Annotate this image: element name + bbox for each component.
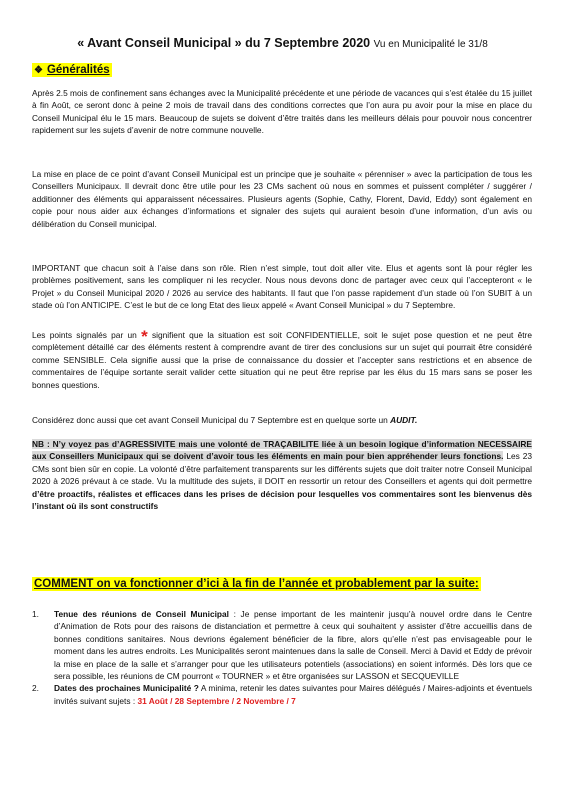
- list-item-text: : Je pense important de les maintenir jusqu’à nouvel ordre dans le Centre d’Animation de Rots pour des raisons de distanciation et permettre à ceux qui souhaitent y assister d’être accueillis dans de bonnes conditions sanitaires. Nous devrions également bénéficier de la fibre, alors qu’elle n’est pas envisageable pour le moment dans les autres endroits. Les Municipalités seront maintenues dans la salle de Conseil. Merci à David et Eddy de prévoir la mise en place de la salle et s’arranger pour que les utilisateurs potentiels (associations) en soient informés. Dès lors que ce sera possible, les réunions de CM pourront « TOURNER » et être organisées sur LASSON et SECQUEVILLE: [54, 609, 532, 682]
- paragraph-audit: [32, 414, 532, 426]
- paragraph-avant-conseil: La mise en place de ce point d’avant Conseil Municipal est un principe que je souhaite « pérenniser » avec la participation de tous les Conseillers Municipaux. Il devrait donc être utile pour les 23 CMs sachent où nous en sommes et puissent compléter / suggérer / additionner des éléments qui apparaissent nécessaires. Plusieurs agents (Sophie, Cathy, Florent, David, Eddy) sont également en copie pour nous aider aux échanges d’informations et signaler des sujets qui auraient besoin d’une information, d’un avis ou délibération du Conseil municipal.: [32, 169, 532, 229]
- paragraph-nb: [32, 438, 532, 512]
- paragraph-important: [32, 262, 532, 312]
- section-heading-comment: COMMENT on va fonctionner d’ici à la fin de l’année et probablement par la suite:: [34, 578, 479, 590]
- paragraph-important-end: . Il faut que l’on passe rapidement d’un stade où l’on SUBIT à un stade où l’on ANTICIPE. C’est le but de ce long Etat des lieux appelé « Avant Conseil Municipal » du 7 Septembre.: [32, 287, 532, 311]
- nb-text: Les 23 CMs sont bien sûr en copie. La volonté d’être parfaitement transparents sur les différents sujets que doit traiter notre Conseil Municipal 2020 à 2026 prévaut à ce stade. Vu la multitude des sujets, il DOIT en ressortir un retour des Conseillers et agents qui doit permettre: [32, 451, 532, 487]
- paragraph-important-main: IMPORTANT que chacun soit à l’aise dans son rôle. Rien n’est simple, tout doit aller vite. Elus et agents sont là pour régler les problèmes positivement, sans les compliquer ni les recycler. Nous nous devons donc de partager avec ceux qui l’accepteront « le Projet » du Conseil Municipal 2020 / 2026 au service des habitants: [32, 263, 532, 298]
- list-item-text: A minima, retenir les dates suivantes pour Maires délégués / Maires-adjoints et éventuels invités suivant sujets :: [54, 683, 532, 706]
- list-item-number: 2.: [32, 683, 39, 694]
- paragraph-confidential-rest: signifient que la situation est soit CONFIDENTIELLE, soit le sujet pose question et ne peut être complètement détaillé car des éléments restent à comprendre avant de tirer des conclusions sur un sujet qui pourrait être considéré comme SENSIBLE. Cela signifie aussi que la prise de connaissance du dossier et l’accepter sans restrictions et en absence de commentaires de l’équipe sortante serait valider cette situation qui ne peut être reprise par les élus du 15 mars sans se poser les bonnes questions.: [32, 330, 532, 390]
- page-title: [0, 36, 565, 50]
- title-note: Vu en Municipalité le 31/8: [373, 39, 488, 50]
- list-item: [32, 608, 532, 682]
- paragraph-audit-text: Considérez donc aussi que cet avant Conseil Municipal du 7 Septembre est en quelque sorte un: [32, 415, 388, 425]
- audit-word: AUDIT.: [390, 415, 418, 425]
- section-heading-text: Généralités: [46, 64, 110, 76]
- paragraph-confidential: [32, 329, 532, 391]
- title-main: « Avant Conseil Municipal » du 7 Septembre 2020: [77, 36, 371, 50]
- nb-highlight: NB : N’y voyez pas d’AGRESSIVITE mais une volonté de TRAÇABILITE liée à un besoin logique d’information NECESSAIRE aux Conseillers Municipaux qui se doivent d’avoir tous les éléments en main pour bien appréhender leurs fonctions.: [32, 439, 532, 462]
- list-item-title: Tenue des réunions de Conseil Municipal: [54, 609, 229, 619]
- nb-bold-end: d’être proactifs, réalistes et efficaces dans les prises de décision pour lesquelles vos commentaires sont les bienvenus dès l’instant où ils sont constructifs: [32, 488, 532, 512]
- list-item-title: Dates des prochaines Municipalité ?: [54, 683, 199, 694]
- diamond-bullet-icon: ❖: [34, 65, 43, 76]
- paragraph-intro: Après 2.5 mois de confinement sans échanges avec la Municipalité précédente et une période de vacances qui s’est étalée du 15 juillet à fin Août, ce seront donc à peine 2 mois de travail dans des conditions correctes que l’on aura pu avoir pour la mise en place du Conseil Municipal élu le 15 mars. Beaucoup de sujets se doivent d’être traités dans les meilleurs délais pour pouvoir nous concentrer rapidement sur les sujets d’avenir de notre commune nouvelle.: [32, 88, 533, 136]
- red-asterisk-icon: *: [141, 327, 148, 346]
- list-item-number: 1.: [32, 609, 39, 619]
- section-heading-generalites: [32, 63, 112, 77]
- paragraph-confidential-start: Les points signalés par un: [32, 330, 137, 340]
- meeting-dates: 31 Août / 28 Septembre / 2 Novembre / 7: [137, 695, 296, 706]
- numbered-list: [32, 608, 532, 707]
- list-item: [32, 682, 532, 707]
